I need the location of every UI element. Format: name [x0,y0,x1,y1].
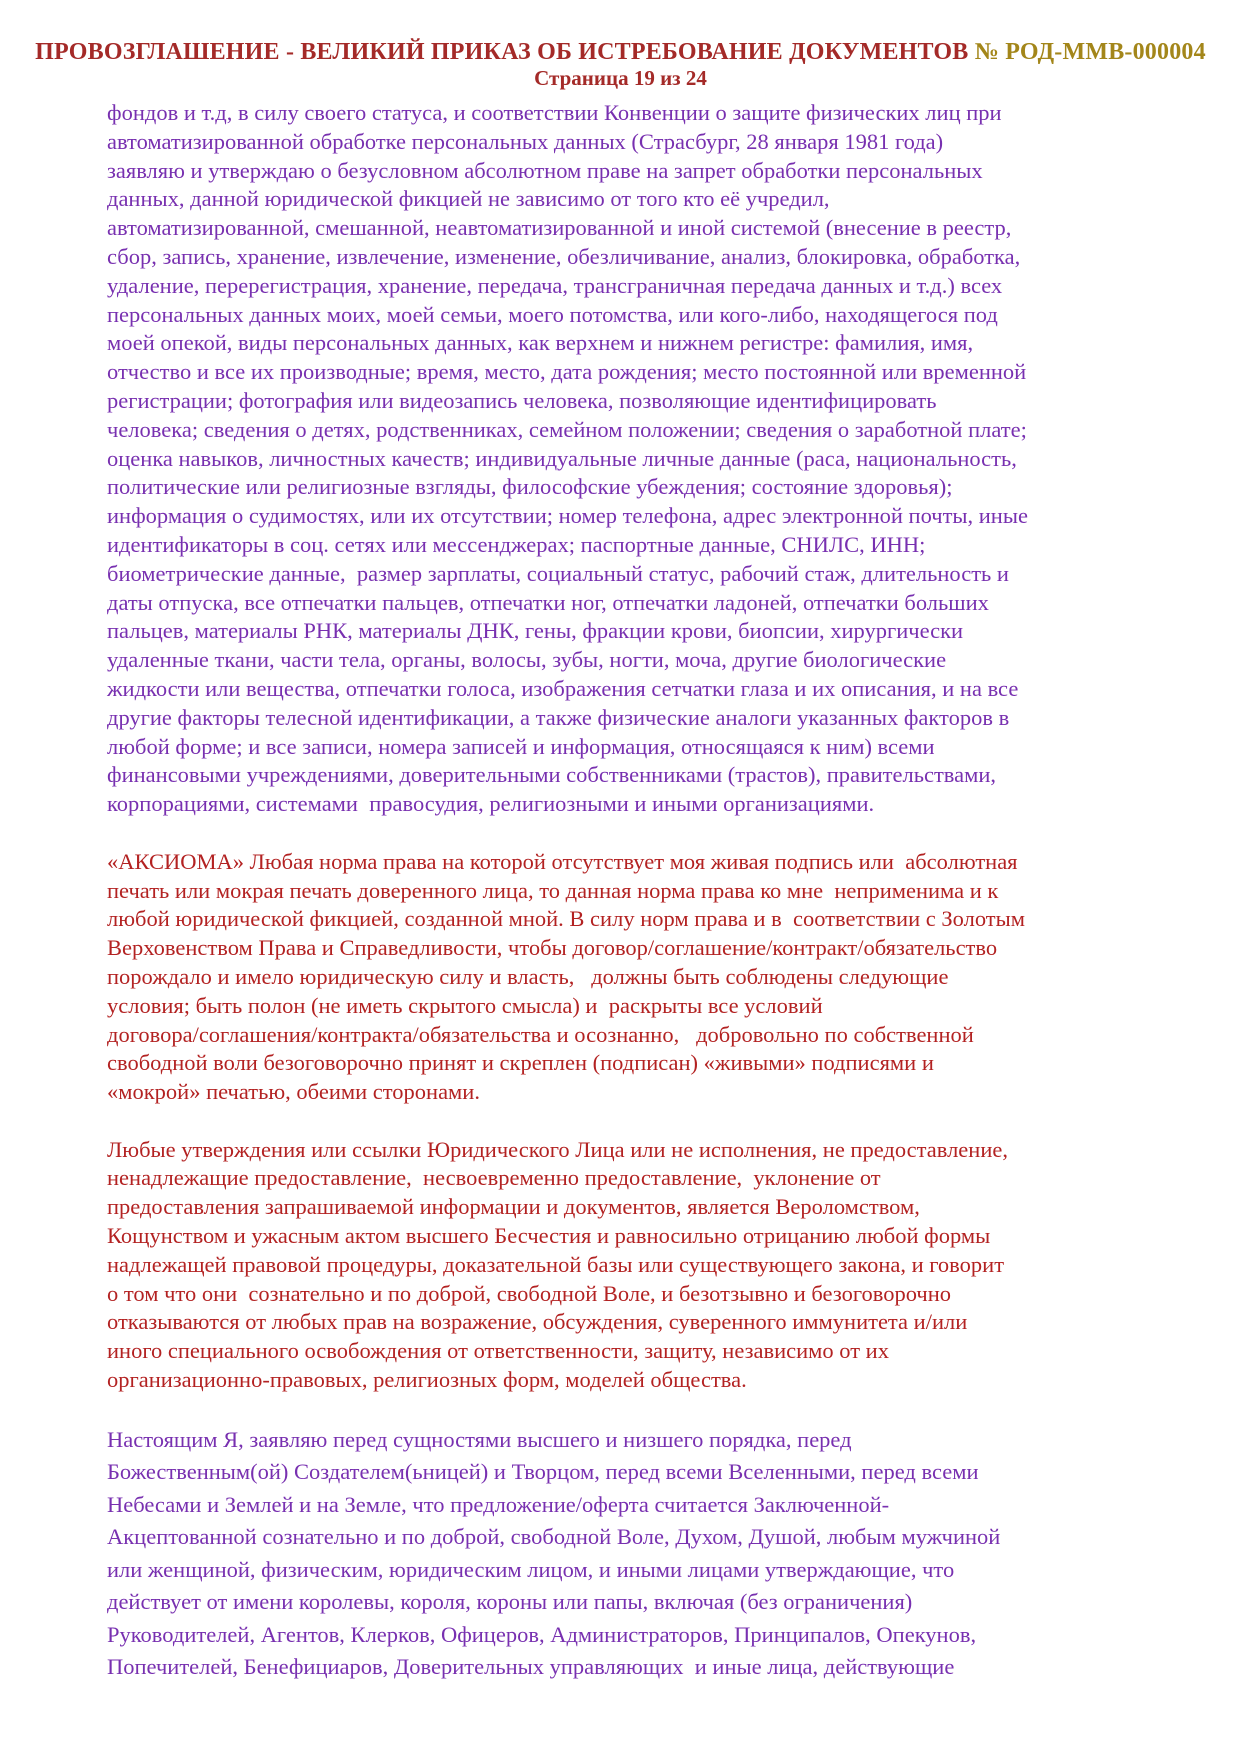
text-line: свободной воли безоговорочно принят и скреплен (подписан) «живыми» подписями и [107,1050,934,1076]
text-line: данных, данной юридической фикцией не зависимо от того кто её учредил, [107,186,830,212]
text-line: другие факторы телесной идентификации, а также физические аналоги указанных факторов в [107,704,1010,730]
text-line: или женщиной, физическим, юридическим лицом, и иными лицами утверждающие, что [107,1556,955,1582]
text-line: любой форме; и все записи, номера записей и информация, относящаяся к ним) всеми [107,733,935,759]
text-line: биометрические данные, размер зарплаты, социальный статус, рабочий стаж, длительность и [107,560,1009,586]
document-title [0,38,1241,66]
text-line: иного специального освобождения от ответственности, защиту, независимо от их [107,1338,889,1364]
text-line: любой юридической фикцией, созданной мной. В силу норм права и в соответствии с Золотым [107,906,1025,932]
document-header [0,0,1241,91]
text-line: условия; быть полон (не иметь скрытого смысла) и раскрыты все условий [107,992,823,1018]
text-line: Верховенством Права и Справедливости, чтобы договор/соглашение/контракт/обязательство [107,935,998,961]
text-line: отказываются от любых прав на возражение, обсуждения, суверенного иммунитета и/или [107,1309,968,1335]
text-line: организационно-правовых, религиозных форм, моделей общества. [107,1367,747,1393]
title-doc-number: № РОД-ММВ-000004 [974,39,1206,65]
document-body [0,91,1241,1684]
text-line: порождало и имело юридическую силу и власть, должны быть соблюдены следующие [107,963,949,989]
text-line: пальцев, материалы РНК, материалы ДНК, гены, фракции крови, биопсии, хирургически [107,618,964,644]
text-line: предоставления запрашиваемой информации и документов, является Вероломством, [107,1194,920,1220]
text-line: Любые утверждения или ссылки Юридического Лица или не исполнения, не предоставление, [107,1136,1008,1162]
text-line: автоматизированной обработке персональных данных (Страсбург, 28 января 1981 года) [107,128,944,154]
text-line: Руководителей, Агентов, Клерков, Офицеров, Администраторов, Принципалов, Опекунов, [107,1621,977,1647]
text-line: Небесами и Землей и на Земле, что предложение/оферта считается Заключенной- [107,1491,890,1517]
text-line: Настоящим Я, заявляю перед сущностями высшего и низшего порядка, перед [107,1426,852,1452]
paragraph [107,99,1141,819]
text-line: сбор, запись, хранение, извлечение, изменение, обезличивание, анализ, блокировка, обработка, [107,243,1021,269]
text-line: идентификаторы в соц. сетях или мессенджерах; паспортные данные, СНИЛС, ИНН; [107,531,926,557]
text-line: отчество и все их производные; время, место, дата рождения; место постоянной или временной [107,359,1027,385]
page-indicator: Страница 19 из 24 [534,66,707,90]
text-line: удаление, перерегистрация, хранение, передача, трансграничная передача данных и т.д.) всех [107,272,1003,298]
text-line: автоматизированной, смешанной, неавтоматизированной и иной системой (внесение в реестр, [107,215,1012,241]
text-line: Попечителей, Бенефициаров, Доверительных управляющих и иные лица, действующие [107,1654,955,1680]
text-line: моей опекой, виды персональных данных, как верхнем и нижнем регистре: фамилия, имя, [107,330,974,356]
paragraph [107,848,1141,1107]
text-line: персональных данных моих, моей семьи, моего потомства, или кого-либо, находящегося под [107,301,998,327]
text-line: договора/соглашения/контракта/обязательства и осознанно, добровольно по собственной [107,1021,974,1047]
text-line: Кощунством и ужасным актом высшего Бесчестия и равносильно отрицанию любой формы [107,1223,991,1249]
text-line: надлежащей правовой процедуры, доказательной базы или существующего закона, и говорит [107,1251,1005,1277]
text-line: корпорациями, системами правосудия, религиозными и иными организациями. [107,791,875,817]
paragraph [107,1136,1141,1395]
text-line: финансовыми учреждениями, доверительными собственниками (трастов), правительствами, [107,762,997,788]
text-line: действует от имени королевы, короля, короны или папы, включая (без ограничения) [107,1589,913,1615]
text-line: удаленные ткани, части тела, органы, волосы, зубы, ногти, моча, другие биологические [107,647,947,673]
title-main-text: ПРОВОЗГЛАШЕНИЕ - ВЕЛИКИЙ ПРИКАЗ ОБ ИСТРЕБОВАНИЕ ДОКУМЕНТОВ [35,39,975,65]
text-line: даты отпуска, все отпечатки пальцев, отпечатки ног, отпечатки ладоней, отпечатки больших [107,589,989,615]
text-line: регистрации; фотография или видеозапись человека, позволяющие идентифицировать [107,387,937,413]
text-line: «мокрой» печатью, обеими сторонами. [107,1079,480,1105]
text-line: заявляю и утверждаю о безусловном абсолютном праве на запрет обработки персональных [107,157,983,183]
text-line: политические или религиозные взгляды, философские убеждения; состояние здоровья); [107,474,953,500]
text-line: информация о судимостях, или их отсутствии; номер телефона, адрес электронной почты, иные [107,503,1028,529]
text-line: жидкости или вещества, отпечатки голоса, изображения сетчатки глаза и их описания, и на все [107,675,1019,701]
text-line: ненадлежащие предоставление, несвоевременно предоставление, уклонение от [107,1165,881,1191]
text-line: оценка навыков, личностных качеств; индивидуальные личные данные (раса, национальность, [107,445,1017,471]
text-line: о том что они сознательно и по доброй, свободной Воле, и безотзывно и безоговорочно [107,1280,951,1306]
text-line: фондов и т.д, в силу своего статуса, и соответствии Конвенции о защите физических лиц при [107,100,1002,125]
text-line: Божественным(ой) Создателем(ьницей) и Творцом, перед всеми Вселенными, перед всеми [107,1459,979,1485]
paragraph [107,1424,1141,1684]
text-line: Акцептованной сознательно и по доброй, свободной Воле, Духом, Душой, любым мужчиной [107,1524,1001,1550]
text-line: печать или мокрая печать доверенного лица, то данная норма права ко мне неприменима и к [107,877,999,903]
text-line: «АКСИОМА» Любая норма права на которой отсутствует моя живая подпись или абсолютная [107,848,1018,874]
text-line: человека; сведения о детях, родственниках, семейном положении; сведения о заработной плате; [107,416,1027,442]
